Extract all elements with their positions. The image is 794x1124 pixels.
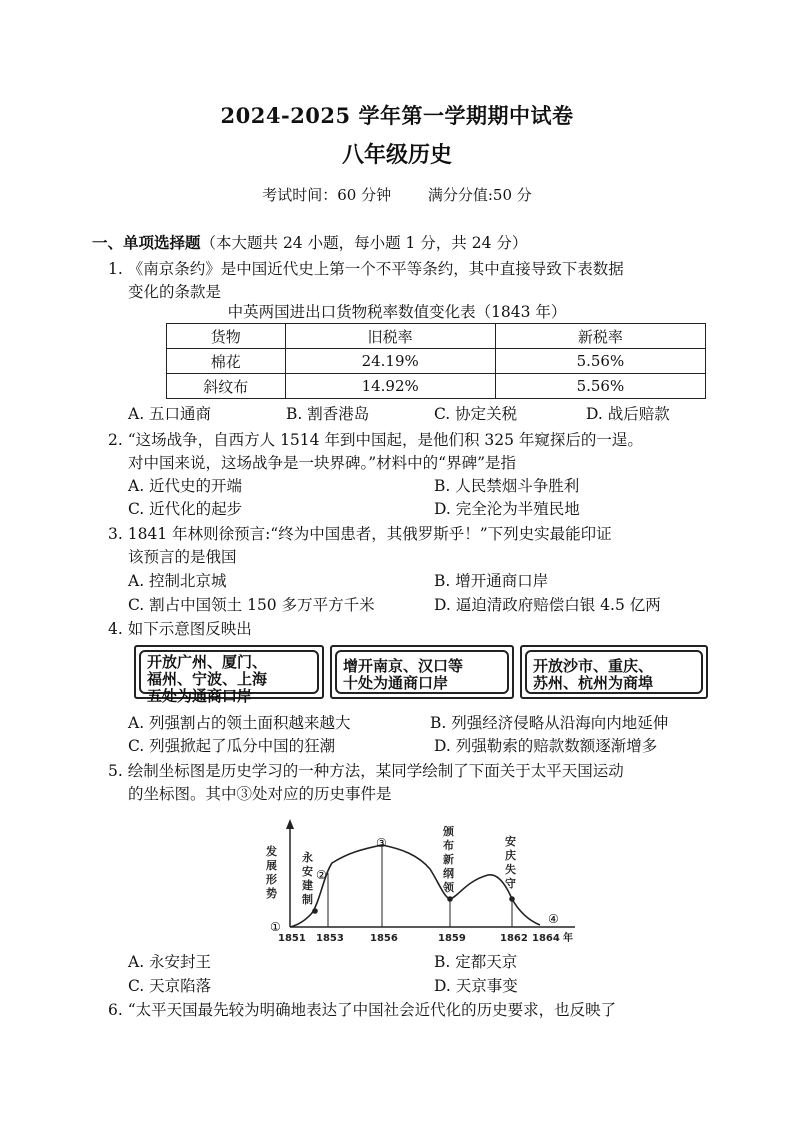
q5-option-a: A. 永安封王 bbox=[128, 953, 212, 971]
q5-option-b: B. 定都天京 bbox=[434, 953, 518, 971]
q6-stem-line1: 6. “太平天国最先较为明确地表达了中国社会近代化的历史要求，也反映了 bbox=[108, 1001, 617, 1019]
q2-option-c: C. 近代化的起步 bbox=[128, 500, 243, 518]
q2-stem-line1: 2. “这场战争，自西方人 1514 年到中国起，是他们积 325 年窥探后的一逞。 bbox=[108, 431, 643, 449]
year-tick: 1851 bbox=[278, 933, 306, 944]
q4-box-1 bbox=[134, 645, 324, 705]
marker-2: ② bbox=[316, 868, 327, 882]
table-cell: 5.56% bbox=[495, 374, 705, 399]
table-header: 新税率 bbox=[495, 324, 705, 349]
q4-box-2-line: 十处为通商口岸 bbox=[343, 674, 449, 692]
table-cell: 斜纹布 bbox=[167, 374, 286, 399]
q4-box-3-line: 苏州、杭州为商埠 bbox=[533, 674, 654, 692]
year-tick: 1853 bbox=[316, 933, 344, 944]
y-axis-char: 发 bbox=[266, 845, 277, 858]
q5-stem-line2: 的坐标图。其中③处对应的历史事件是 bbox=[128, 785, 392, 803]
q3-option-b: B. 增开通商口岸 bbox=[434, 572, 549, 590]
point-1862 bbox=[509, 896, 515, 902]
q3-stem-line2: 该预言的是俄国 bbox=[128, 548, 237, 566]
q4-stem: 4. 如下示意图反映出 bbox=[108, 620, 252, 638]
year-tick: 1859 bbox=[438, 933, 466, 944]
marker-1: ① bbox=[270, 920, 281, 934]
y-axis-char: 势 bbox=[266, 887, 277, 900]
table-cell: 24.19% bbox=[285, 349, 495, 374]
table-row bbox=[167, 374, 706, 399]
q4-option-d: D. 列强勒索的赔款数额逐渐增多 bbox=[434, 737, 658, 755]
event-char: 庆 bbox=[505, 849, 516, 862]
q2-stem-line2: 对中国来说，这场战争是一块界碑。”材料中的“界碑”是指 bbox=[128, 454, 517, 472]
q4-box-1-line: 五处为通商口岸 bbox=[147, 687, 253, 705]
event-char: 纲 bbox=[443, 867, 454, 880]
table-header: 货物 bbox=[167, 324, 286, 349]
q3-option-a: A. 控制北京城 bbox=[128, 572, 227, 590]
event-char: 新 bbox=[443, 853, 454, 866]
table-row bbox=[167, 349, 706, 374]
q5-taiping-chart bbox=[260, 815, 590, 950]
event-anqing bbox=[505, 834, 516, 890]
event-char: 永 bbox=[302, 851, 313, 864]
q4-option-a: A. 列强割占的领土面积越来越大 bbox=[128, 714, 351, 732]
section-note: （本大题共 24 小题，每小题 1 分，共 24 分） bbox=[200, 234, 528, 252]
point-1859 bbox=[447, 896, 453, 902]
y-axis-arrow bbox=[286, 819, 294, 829]
q4-box-1-line: 福州、宁波、上海 bbox=[147, 670, 268, 688]
q1-option-c: C. 协定关税 bbox=[434, 405, 518, 423]
point-yongan bbox=[312, 908, 318, 914]
marker-4: ④ bbox=[548, 912, 559, 926]
y-axis-char: 展 bbox=[266, 859, 277, 872]
year-tick: 1862 bbox=[500, 933, 528, 944]
y-axis-char: 形 bbox=[266, 873, 277, 886]
event-char: 失 bbox=[505, 863, 516, 876]
q1-stem-line2: 变化的条款是 bbox=[128, 283, 222, 301]
exam-title: 2024-2025 学年第一学期期中试卷 bbox=[220, 103, 574, 128]
event-char: 安 bbox=[505, 835, 516, 848]
exam-score: 满分分值:50 分 bbox=[427, 186, 532, 204]
year-tick: 1864 bbox=[532, 933, 560, 944]
x-axis-unit: 年 bbox=[563, 933, 573, 944]
q1-table-caption: 中英两国进出口货物税率数值变化表（1843 年） bbox=[227, 303, 567, 321]
table-cell: 棉花 bbox=[167, 349, 286, 374]
event-char: 安 bbox=[302, 865, 313, 878]
q1-option-b: B. 割香港岛 bbox=[286, 405, 370, 423]
q3-option-c: C. 割占中国领土 150 多万平方千米 bbox=[128, 596, 375, 614]
q2-option-d: D. 完全沦为半殖民地 bbox=[434, 500, 580, 518]
exam-meta bbox=[0, 184, 794, 205]
q2-option-a: A. 近代史的开端 bbox=[128, 477, 243, 495]
y-axis-label bbox=[265, 844, 278, 900]
q4-option-b: B. 列强经济侵略从沿海向内地延伸 bbox=[430, 714, 669, 732]
q1-tax-table bbox=[166, 323, 706, 399]
q1-option-d: D. 战后赔款 bbox=[586, 405, 670, 423]
q1-stem-line1: 1. 《南京条约》是中国近代史上第一个不平等条约，其中直接导致下表数据 bbox=[108, 260, 624, 278]
q4-box-3-line: 开放沙市、重庆、 bbox=[533, 657, 654, 675]
exam-time: 考试时间：60 分钟 bbox=[262, 186, 392, 204]
q4-option-c: C. 列强掀起了瓜分中国的狂潮 bbox=[128, 737, 336, 755]
event-char: 守 bbox=[505, 877, 516, 890]
q5-stem-line1: 5. 绘制坐标图是历史学习的一种方法，某同学绘制了下面关于太平天国运动 bbox=[108, 762, 624, 780]
q5-option-d: D. 天京事变 bbox=[434, 977, 518, 995]
event-char: 颁 bbox=[443, 825, 454, 838]
q5-option-c: C. 天京陷落 bbox=[128, 977, 212, 995]
event-char: 制 bbox=[302, 893, 313, 906]
table-cell: 5.56% bbox=[495, 349, 705, 374]
q3-stem-line1: 3. 1841 年林则徐预言:“终为中国患者，其俄罗斯乎！”下列史实最能印证 bbox=[108, 525, 612, 543]
exam-subject: 八年级历史 bbox=[341, 142, 452, 168]
q4-box-3 bbox=[520, 645, 708, 699]
table-cell: 14.92% bbox=[285, 374, 495, 399]
event-char: 建 bbox=[302, 879, 313, 892]
q4-box-2 bbox=[330, 645, 514, 699]
event-char: 布 bbox=[443, 839, 454, 852]
section-title: 一、单项选择题 bbox=[92, 233, 201, 252]
marker-3: ③ bbox=[376, 836, 387, 850]
q4-box-2-line: 增开南京、汉口等 bbox=[343, 657, 464, 675]
table-header: 旧税率 bbox=[285, 324, 495, 349]
event-yongan bbox=[302, 850, 313, 906]
year-tick: 1856 bbox=[370, 933, 398, 944]
event-char: 领 bbox=[443, 881, 454, 894]
q3-option-d: D. 逼迫清政府赔偿白银 4.5 亿两 bbox=[434, 596, 661, 614]
section-heading bbox=[92, 231, 527, 253]
q2-option-b: B. 人民禁烟斗争胜利 bbox=[434, 477, 580, 495]
q1-option-a: A. 五口通商 bbox=[128, 405, 212, 423]
table-header-row bbox=[167, 324, 706, 349]
event-new-program bbox=[442, 824, 455, 894]
q4-box-1-line: 开放广州、厦门、 bbox=[147, 653, 268, 671]
